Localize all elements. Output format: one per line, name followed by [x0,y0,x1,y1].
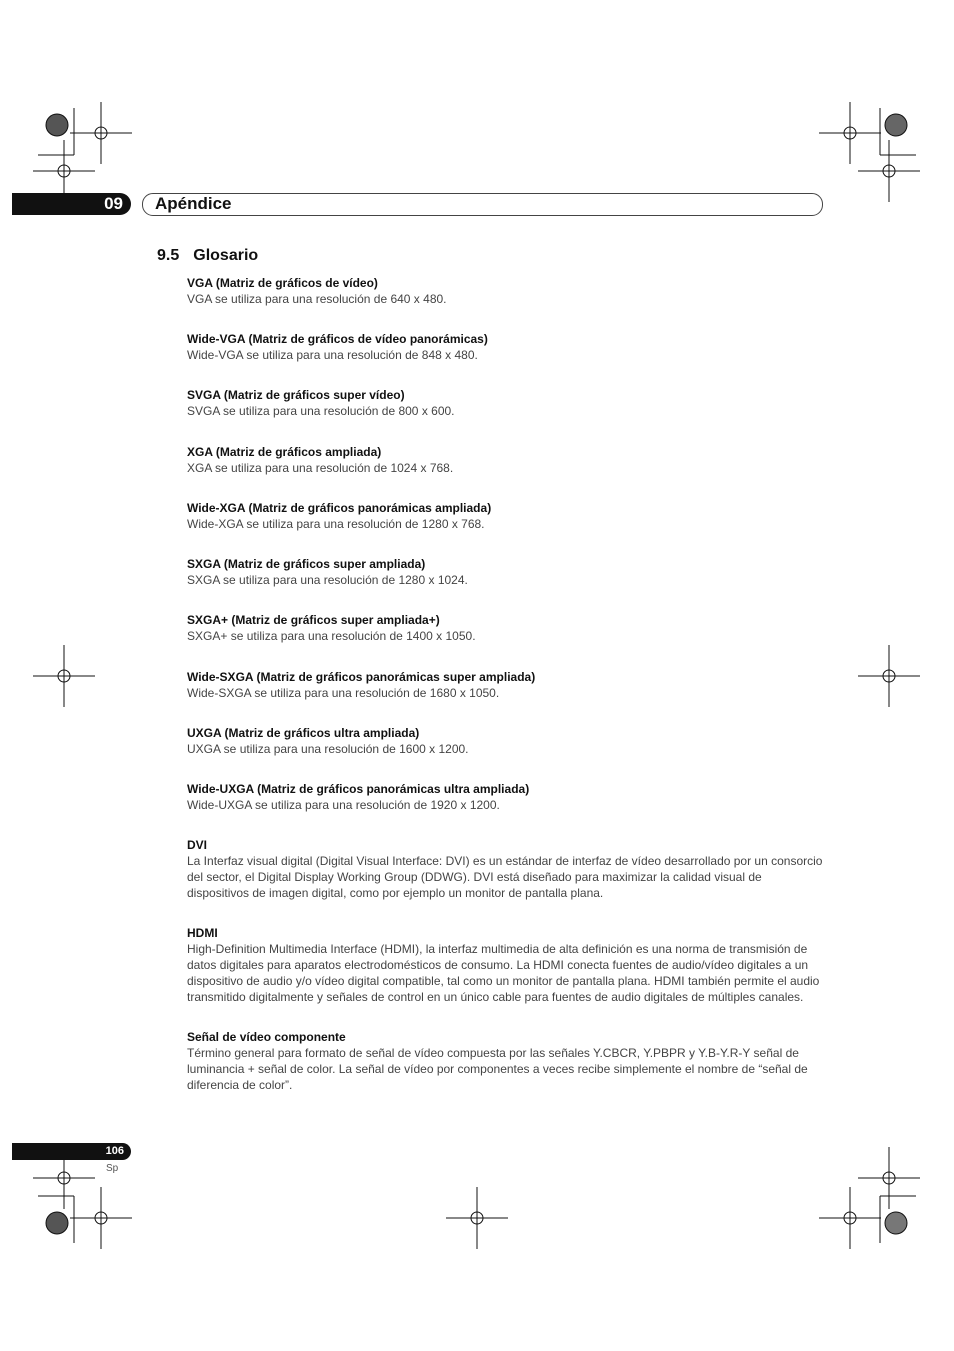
glossary-term: Wide-UXGA (Matriz de gráficos panorámicas ultra ampliada) [187,782,530,796]
glossary-definition: Wide-SXGA se utiliza para una resolución de 1680 x 1050. [187,686,500,700]
glossary-definition: La Interfaz visual digital (Digital Visual Interface: DVI) es un estándar de interfaz de vídeo desarrollado por un consorcio del sector, el Digital Display Working Group (DDWG). DVI está diseñado para maximizar la calidad visual de dispositivos de imagen digital, como por ejemplo un monitor de pantalla plana. [187,854,823,900]
glossary-term: UXGA (Matriz de gráficos ultra ampliada) [187,726,420,740]
glossary-entry [187,781,827,813]
glossary-entry [187,275,827,307]
glossary-entry [187,500,827,532]
glossary-entry [187,725,827,757]
glossary-term: HDMI [187,926,218,940]
glossary-entry [187,556,827,588]
glossary-entry [187,612,827,644]
section-title [157,247,258,265]
chapter-title-bar [142,193,823,216]
glossary-list [187,275,827,1093]
glossary-definition: Wide-XGA se utiliza para una resolución de 1280 x 768. [187,517,485,531]
glossary-definition: SXGA+ se utiliza para una resolución de 1400 x 1050. [187,629,476,643]
section-title-text: Glosario [193,247,259,264]
page-number: 106 [105,1145,124,1157]
glossary-entry [187,331,827,363]
glossary-term: VGA (Matriz de gráficos de vídeo) [187,276,378,290]
glossary-term: SXGA+ (Matriz de gráficos super ampliada+) [187,613,440,627]
glossary-term: XGA (Matriz de gráficos ampliada) [187,445,382,459]
chapter-number: 09 [104,194,123,213]
glossary-entry [187,1029,827,1093]
glossary-entry [187,837,827,901]
glossary-entry [187,925,827,1005]
glossary-definition: UXGA se utiliza para una resolución de 1600 x 1200. [187,742,469,756]
glossary-term: Señal de vídeo componente [187,1030,346,1044]
glossary-term: Wide-VGA (Matriz de gráficos de vídeo panorámicas) [187,332,488,346]
glossary-definition: SVGA se utiliza para una resolución de 800 x 600. [187,404,455,418]
glossary-term: Wide-SXGA (Matriz de gráficos panorámicas super ampliada) [187,670,536,684]
page-number-badge [12,1143,131,1160]
glossary-definition: VGA se utiliza para una resolución de 640 x 480. [187,292,447,306]
glossary-term: SXGA (Matriz de gráficos super ampliada) [187,557,426,571]
glossary-definition: XGA se utiliza para una resolución de 1024 x 768. [187,461,454,475]
glossary-definition: Wide-UXGA se utiliza para una resolución de 1920 x 1200. [187,798,500,812]
glossary-entry [187,669,827,701]
chapter-title: Apéndice [155,194,232,213]
page-language: Sp [106,1163,119,1174]
glossary-definition: Wide-VGA se utiliza para una resolución de 848 x 480. [187,348,478,362]
glossary-entry [187,444,827,476]
glossary-definition: Término general para formato de señal de vídeo compuesta por las señales Y.CBCR, Y.PBPR y Y.B-Y.R-Y señal de luminancia + señal de color. La señal de vídeo por componentes a veces recibe simplemente el nombre de “señal de diferencia de color”. [187,1046,808,1092]
glossary-term: DVI [187,838,208,852]
section-number: 9.5 [157,247,180,264]
glossary-entry [187,387,827,419]
chapter-number-badge [12,193,131,215]
glossary-definition: SXGA se utiliza para una resolución de 1280 x 1024. [187,573,468,587]
glossary-definition: High-Definition Multimedia Interface (HDMI), la interfaz multimedia de alta definición es una norma de transmisión de datos digitales para aparatos electrodomésticos de consumo. La HDMI conecta fuentes de audio/vídeo digitales a un dispositivo de audio y/o vídeo digital compatible, tal como un monitor de pantalla plana. HDMI también permite el audio transmitido digitalmente y señales de control en un único cable para fuentes de audio digitales de múltiples canales. [187,942,820,1004]
glossary-term: Wide-XGA (Matriz de gráficos panorámicas ampliada) [187,501,492,515]
glossary-term: SVGA (Matriz de gráficos super vídeo) [187,388,405,402]
